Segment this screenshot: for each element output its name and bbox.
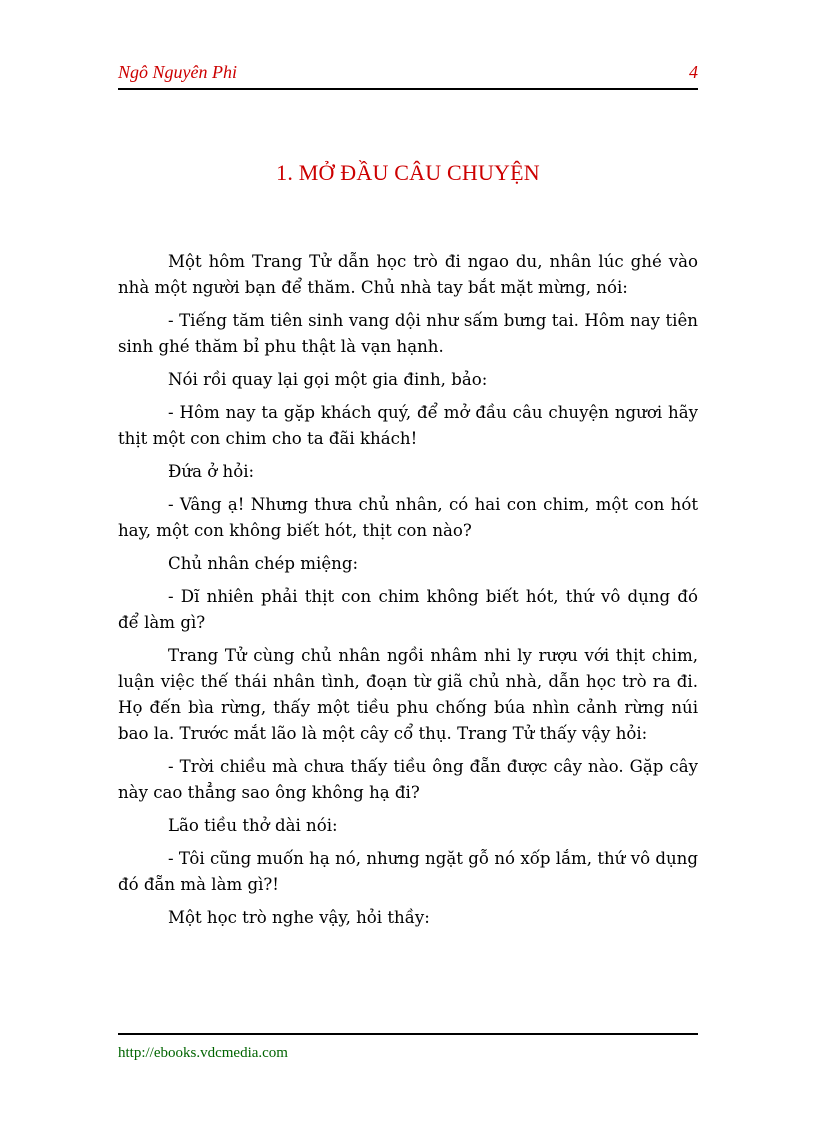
paragraph: - Vâng ạ! Nhưng thưa chủ nhân, có hai con chim, một con hót hay, một con không biết hót, thịt con nào?	[118, 495, 698, 540]
paragraph: Nói rồi quay lại gọi một gia đinh, bảo:	[168, 370, 488, 389]
paragraph: Một học trò nghe vậy, hỏi thầy:	[168, 908, 430, 927]
paragraph: Đứa ở hỏi:	[168, 462, 255, 481]
paragraph: - Trời chiều mà chưa thấy tiều ông đẵn được cây nào. Gặp cây này cao thẳng sao ông không hạ đi?	[118, 757, 698, 802]
header-author: Ngô Nguyên Phi	[118, 62, 237, 82]
paragraph: - Dĩ nhiên phải thịt con chim không biết hót, thứ vô dụng đó để làm gì?	[118, 587, 698, 632]
paragraph: - Tôi cũng muốn hạ nó, nhưng ngặt gỗ nó xốp lắm, thứ vô dụng đó đẵn mà làm gì?!	[118, 849, 698, 894]
page-footer	[118, 1033, 698, 1061]
paragraph: Chủ nhân chép miệng:	[168, 554, 359, 573]
paragraph: - Tiếng tăm tiên sinh vang dội như sấm bưng tai. Hôm nay tiên sinh ghé thăm bỉ phu thật là vạn hạnh.	[118, 311, 698, 356]
paragraph: Một hôm Trang Tử dẫn học trò đi ngao du, nhân lúc ghé vào nhà một người bạn để thăm. Chủ nhà tay bắt mặt mừng, nói:	[118, 252, 698, 297]
footer-url-link[interactable]: http://ebooks.vdcmedia.com	[118, 1045, 288, 1061]
page-number: 4	[689, 62, 698, 82]
paragraph: Trang Tử cùng chủ nhân ngồi nhâm nhi ly rượu với thịt chim, luận việc thế thái nhân tình, đoạn từ giã chủ nhà, dẫn học trò ra đi. Họ đến bìa rừng, thấy một tiều phu chống búa nhìn cảnh rừng núi bao la. Trước mắt lão là một cây cổ thụ. Trang Tử thấy vậy hỏi:	[118, 646, 698, 743]
paragraph: - Hôm nay ta gặp khách quý, để mở đầu câu chuyện ngươi hãy thịt một con chim cho ta đãi khách!	[118, 403, 698, 448]
body-text	[118, 249, 698, 938]
page-header	[118, 60, 698, 90]
paragraph: Lão tiều thở dài nói:	[168, 816, 338, 835]
chapter-title: 1. MỞ ĐẦU CÂU CHUYỆN	[276, 160, 540, 185]
